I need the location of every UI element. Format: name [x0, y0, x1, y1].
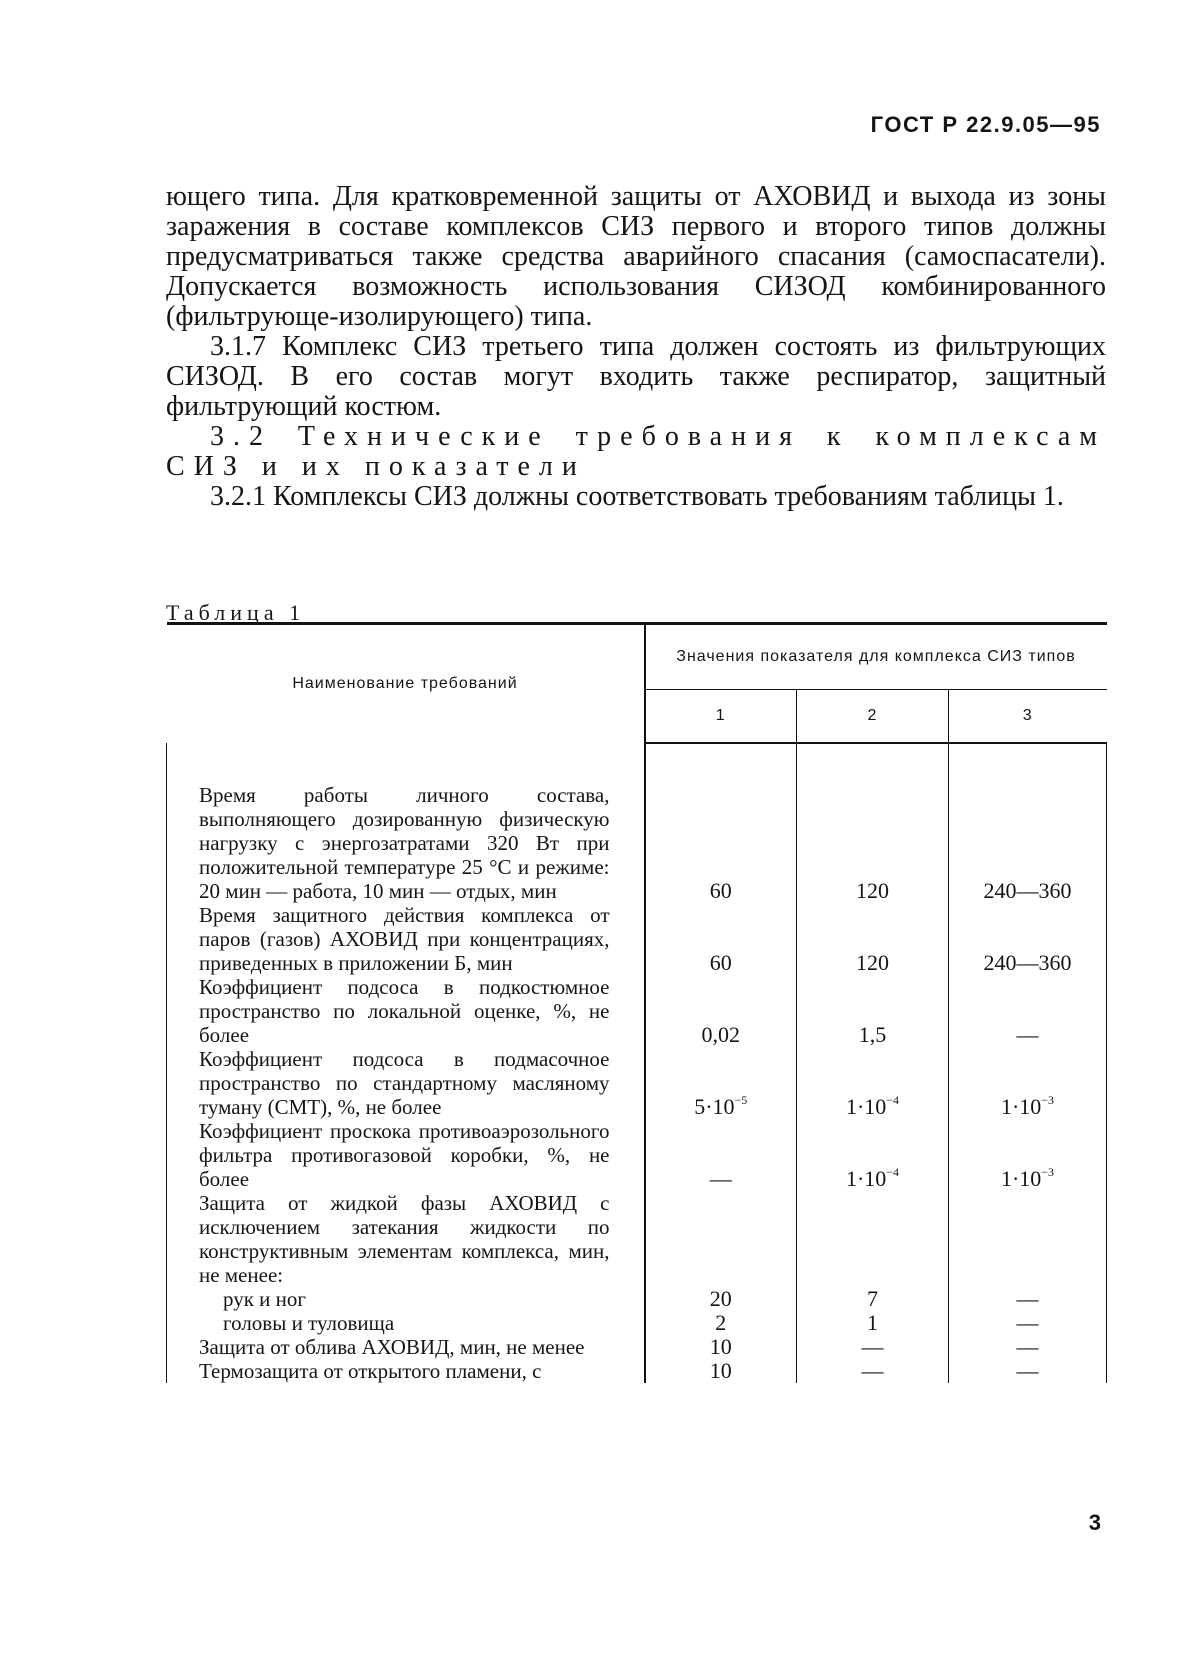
cell-type-3: —: [949, 1359, 1107, 1383]
cell-type-1: 60: [645, 743, 797, 903]
cell-type-1: $5\cdot 10^{-5}$: [645, 1047, 797, 1119]
cell-type-1: —: [645, 1119, 797, 1191]
table-row: [167, 743, 1107, 903]
cell-type-3: 240—360: [949, 743, 1107, 903]
cell-type-2: $1\cdot 10^{-4}$: [797, 1047, 949, 1119]
page-number: 3: [1088, 1510, 1101, 1535]
cell-type-2: —: [797, 1335, 949, 1359]
table-caption: Таблица 1: [166, 600, 306, 625]
cell-type-2: $1\cdot 10^{-4}$: [797, 1119, 949, 1191]
table-row: [167, 1047, 1107, 1119]
column-header-type-3: 3: [949, 690, 1107, 744]
row-label: Коэффициент проскока противоаэрозольного фильтра противогазовой коробки, %, не более: [199, 1119, 610, 1191]
table-row: [167, 1335, 1107, 1359]
table-row: [167, 1311, 1107, 1335]
table-row: [167, 1119, 1107, 1191]
cell-type-3: —: [949, 1287, 1107, 1311]
row-label: Коэффициент подсоса в подмасочное пространство по стандартному масляному туману (СМТ), %, не более: [199, 1047, 610, 1119]
column-header-type-1: 1: [645, 690, 797, 744]
row-label: головы и туловища: [223, 1311, 395, 1335]
paragraph-continuation: ющего типа. Для кратковременной защиты от АХОВИД и выхода из зоны заражения в составе комплексов СИЗ первого и второго типов должны предусматриваться также средства аварийного спасания (самоспасатели). Допускается возможность использования СИЗОД комбинированного (фильтрующе-изолирующего) типа.: [166, 181, 1106, 332]
cell-type-2: —: [797, 1359, 949, 1383]
paragraph-3-1-7: 3.1.7 Комплекс СИЗ третьего типа должен состоять из фильтрующих СИЗОД. В его состав могут входить также респиратор, защитный фильтрующий костюм.: [166, 331, 1106, 422]
column-header-type-2: 2: [797, 690, 949, 744]
cell-type-1: 0,02: [645, 975, 797, 1047]
cell-type-1: 10: [645, 1359, 797, 1383]
cell-type-2: 7: [797, 1287, 949, 1311]
row-label: Защита от жидкой фазы АХОВИД с исключением затекания жидкости по конструктивным элементам комплекса, мин, не менее:: [199, 1191, 610, 1287]
cell-type-3: $1\cdot 10^{-3}$: [949, 1047, 1107, 1119]
cell-type-3: —: [949, 975, 1107, 1047]
row-label: рук и ног: [223, 1287, 307, 1311]
cell-type-1: 20: [645, 1287, 797, 1311]
table-row: [167, 1287, 1107, 1311]
cell-type-1: 2: [645, 1311, 797, 1335]
cell-type-2: 120: [797, 903, 949, 975]
row-label: Время работы личного состава, выполняющего дозированную физическую нагрузку с энергозатратами 320 Вт при положительной температуре 25 °С и режиме: 20 мин — работа, 10 мин — отдых, мин: [199, 783, 610, 903]
table-row: [167, 1359, 1107, 1383]
table-row: [167, 975, 1107, 1047]
document-code: ГОСТ Р 22.9.05—95: [870, 112, 1101, 137]
cell-type-1: 60: [645, 903, 797, 975]
cell-type-3: 240—360: [949, 903, 1107, 975]
cell-type-3: —: [949, 1335, 1107, 1359]
cell-type-1: 10: [645, 1335, 797, 1359]
row-label: Термозащита от открытого пламени, с: [199, 1359, 542, 1383]
body-text: [166, 182, 1106, 512]
cell-type-2: 1: [797, 1311, 949, 1335]
cell-type-2: 1,5: [797, 975, 949, 1047]
cell-type-3: —: [949, 1311, 1107, 1335]
section-heading-3-2: 3.2 Технические требования к комплексам СИЗ и их показатели: [166, 421, 1106, 482]
row-label: Коэффициент подсоса в подкостюмное пространство по локальной оценке, %, не более: [199, 975, 610, 1047]
column-header-group: Значения показателя для комплекса СИЗ типов: [645, 624, 1107, 690]
column-header-requirement: Наименование требований: [167, 624, 645, 744]
table-row: [167, 903, 1107, 975]
row-label: Защита от облива АХОВИД, мин, не менее: [199, 1335, 585, 1359]
cell-type-3: $1\cdot 10^{-3}$: [949, 1119, 1107, 1191]
requirements-table: [166, 622, 1107, 1383]
row-label: Время защитного действия комплекса от паров (газов) АХОВИД при концентрациях, приведенных в приложении Б, мин: [199, 903, 610, 975]
cell-type-2: 120: [797, 743, 949, 903]
paragraph-3-2-1: 3.2.1 Комплексы СИЗ должны соответствовать требованиям таблицы 1.: [210, 481, 1064, 512]
table-row: [167, 1191, 1107, 1287]
